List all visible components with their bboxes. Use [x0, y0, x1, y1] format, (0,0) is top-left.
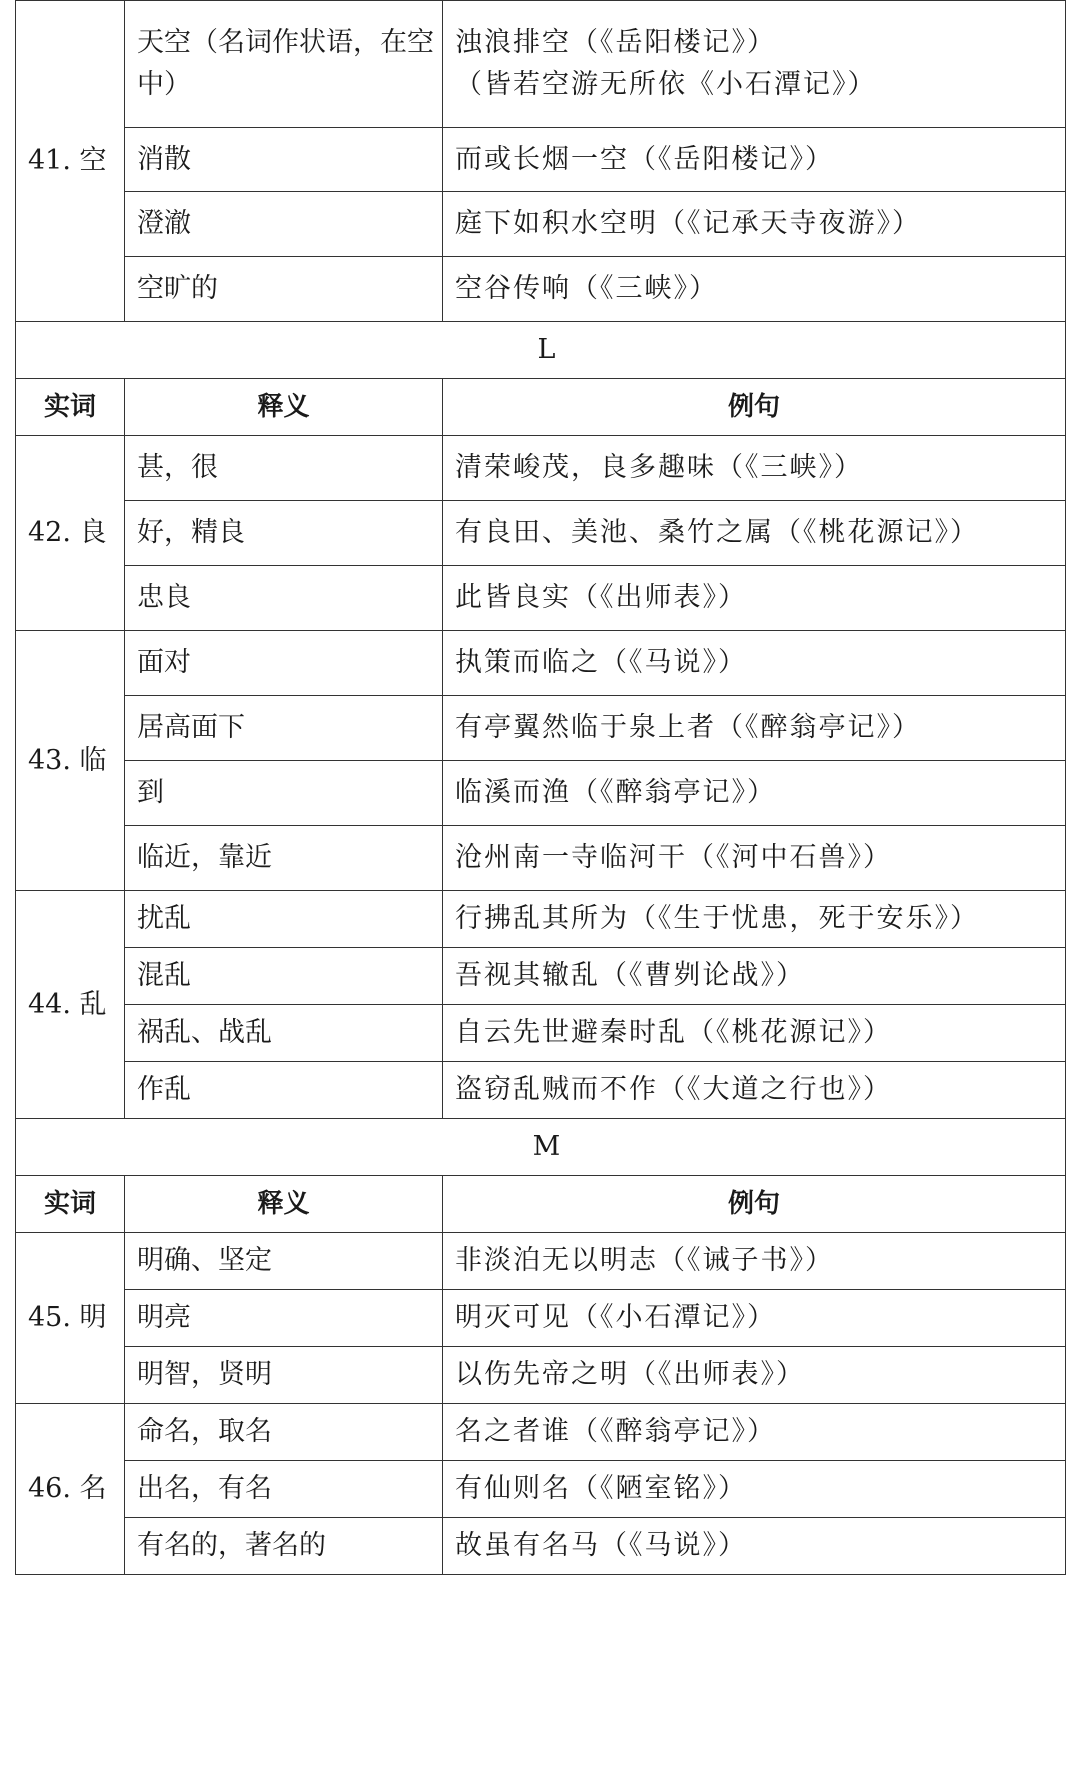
example-cell: 行拂乱其所为（《生于忧患，死于安乐》） [443, 891, 1066, 948]
sense-cell: 出名，有名 [125, 1461, 443, 1518]
section-letter-m: M [16, 1119, 1066, 1176]
example-cell: 名之者谁（《醉翁亭记》） [443, 1404, 1066, 1461]
table-row [16, 1005, 1066, 1062]
table-row [16, 631, 1066, 696]
example-cell: 临溪而渔（《醉翁亭记》） [443, 761, 1066, 826]
sense-cell: 命名，取名 [125, 1404, 443, 1461]
sense-cell: 作乱 [125, 1062, 443, 1119]
table-row [16, 761, 1066, 826]
example-cell: 庭下如积水空明（《记承天寺夜游》） [443, 192, 1066, 257]
headword: 43. 临 [16, 631, 125, 891]
table-row [16, 1290, 1066, 1347]
sense-cell: 甚，很 [125, 436, 443, 501]
table-row [16, 1233, 1066, 1290]
table-row [16, 1347, 1066, 1404]
table-row [16, 501, 1066, 566]
header-sense: 释义 [125, 379, 443, 436]
sense-cell: 明智，贤明 [125, 1347, 443, 1404]
headword: 41. 空 [16, 1, 125, 322]
headword: 45. 明 [16, 1233, 125, 1404]
sense-cell: 天空（名词作状语，在空中） [125, 1, 443, 128]
example-cell: 浊浪排空（《岳阳楼记》） （皆若空游无所依《小石潭记》） [443, 1, 1066, 128]
example-cell: 盗窃乱贼而不作（《大道之行也》） [443, 1062, 1066, 1119]
section-row [16, 1119, 1066, 1176]
sense-cell: 扰乱 [125, 891, 443, 948]
table-row [16, 566, 1066, 631]
example-cell: 沧州南一寺临河干（《河中石兽》） [443, 826, 1066, 891]
example-cell: 非淡泊无以明志（《诫子书》） [443, 1233, 1066, 1290]
headword: 44. 乱 [16, 891, 125, 1119]
table-row [16, 696, 1066, 761]
sense-cell: 混乱 [125, 948, 443, 1005]
sense-cell: 到 [125, 761, 443, 826]
example-cell: 故虽有名马（《马说》） [443, 1518, 1066, 1575]
table-row [16, 891, 1066, 948]
example-cell: 有亭翼然临于泉上者（《醉翁亭记》） [443, 696, 1066, 761]
example-cell: 以伤先帝之明（《出师表》） [443, 1347, 1066, 1404]
example-cell: 明灭可见（《小石潭记》） [443, 1290, 1066, 1347]
table-row [16, 1461, 1066, 1518]
headword: 42. 良 [16, 436, 125, 631]
example-cell: 空谷传响（《三峡》） [443, 257, 1066, 322]
section-letter-l: L [16, 322, 1066, 379]
sense-cell: 有名的，著名的 [125, 1518, 443, 1575]
sense-cell: 消散 [125, 128, 443, 192]
table-row [16, 257, 1066, 322]
sense-cell: 临近，靠近 [125, 826, 443, 891]
header-word: 实词 [16, 379, 125, 436]
sense-cell: 居高面下 [125, 696, 443, 761]
example-cell: 有仙则名（《陋室铭》） [443, 1461, 1066, 1518]
example-cell: 执策而临之（《马说》） [443, 631, 1066, 696]
table-row [16, 826, 1066, 891]
table-row [16, 1518, 1066, 1575]
sense-cell: 面对 [125, 631, 443, 696]
header-row [16, 1176, 1066, 1233]
table-row [16, 436, 1066, 501]
table-row [16, 948, 1066, 1005]
table-row [16, 1404, 1066, 1461]
headword: 46. 名 [16, 1404, 125, 1575]
sense-cell: 好，精良 [125, 501, 443, 566]
sense-cell: 澄澈 [125, 192, 443, 257]
table-row [16, 192, 1066, 257]
table-row [16, 1062, 1066, 1119]
sense-cell: 明亮 [125, 1290, 443, 1347]
example-cell: 吾视其辙乱（《曹刿论战》） [443, 948, 1066, 1005]
table-row [16, 128, 1066, 192]
vocabulary-table [15, 0, 1066, 1575]
example-cell: 清荣峻茂，良多趣味（《三峡》） [443, 436, 1066, 501]
header-sense: 释义 [125, 1176, 443, 1233]
sense-cell: 明确、坚定 [125, 1233, 443, 1290]
sense-cell: 空旷的 [125, 257, 443, 322]
example-cell: 有良田、美池、桑竹之属（《桃花源记》） [443, 501, 1066, 566]
header-example: 例句 [443, 1176, 1066, 1233]
header-word: 实词 [16, 1176, 125, 1233]
section-row [16, 322, 1066, 379]
example-cell: 此皆良实（《出师表》） [443, 566, 1066, 631]
sense-cell: 祸乱、战乱 [125, 1005, 443, 1062]
header-row [16, 379, 1066, 436]
example-cell: 自云先世避秦时乱（《桃花源记》） [443, 1005, 1066, 1062]
sense-cell: 忠良 [125, 566, 443, 631]
table-row [16, 1, 1066, 128]
example-cell: 而或长烟一空（《岳阳楼记》） [443, 128, 1066, 192]
header-example: 例句 [443, 379, 1066, 436]
